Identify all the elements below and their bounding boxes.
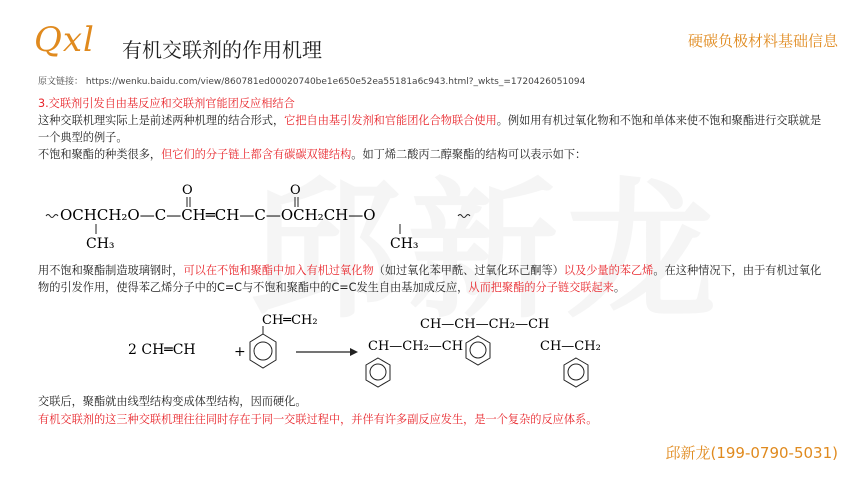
p3-text-c: 。在这种情况下，由于有机过氧化物的引发作用，使得苯乙烯分子中的C=C与不饱和聚酯中的C=C发生自由基加成反应， (38, 264, 822, 294)
paragraph-2 (38, 146, 828, 163)
paragraph-3 (38, 262, 828, 296)
product-ring-circle-1 (370, 364, 386, 380)
source-line (38, 74, 585, 87)
formula1-main: OCHCH₂O—C—CH═CH—C—OCH₂CH—O (60, 206, 376, 224)
logo: Qxl (34, 20, 95, 60)
p1-text-a: 这种交联机理实际上是前述两种机理的结合形式， (38, 114, 285, 127)
crosslink-reaction-diagram (128, 306, 668, 396)
p3-highlight-2: 以及少量的苯乙烯 (563, 264, 654, 277)
formula1-o-top: O (182, 183, 193, 198)
paragraph-5: 有机交联剂的这三种交联机理往往同时存在于同一交联过程中，并伴有许多副反应发生，是一个复杂的反应体系。 (38, 413, 598, 426)
product-ring-circle-3 (568, 364, 584, 380)
styrene-ring-circle (254, 342, 272, 360)
closing-paragraphs (38, 393, 828, 429)
formula1-ch3-right: CH₃ (390, 236, 419, 252)
reactant-1: 2 CH═CH (128, 342, 196, 358)
paragraph-4: 交联后，聚酯就由线型结构变成体型结构，因而硬化。 (38, 395, 307, 408)
page-title: 有机交联剂的作用机理 (122, 38, 322, 62)
plus-sign: + (234, 344, 246, 360)
product-bottom-chain: CH—CH₂—CH (368, 339, 464, 354)
p3-text-d: 。 (613, 281, 626, 294)
product-top-chain: CH—CH—CH₂—CH (420, 317, 550, 332)
p3-text-b: （如过氧化苯甲酰、过氧化环己酮等） (373, 264, 564, 277)
source-url[interactable]: https://wenku.baidu.com/view/860781ed00020740be1e650e52ea55181a6c943.html?_wkts_=1720426051094 (85, 77, 586, 87)
product-right-chain: CH—CH₂ (540, 339, 601, 354)
p1-text-b: 。例如用有机过氧化物和不饱和单体来使不饱和聚酯进行交联就是一个典型的例子。 (38, 114, 822, 144)
formula1-o-top-2: O (290, 183, 301, 198)
wavy-bond-right (458, 215, 470, 218)
styrene-substituent: CH═CH₂ (262, 313, 318, 328)
p1-highlight: 它把自由基引发剂和官能团化合物联合使用 (284, 114, 497, 127)
reaction-arrow-head (350, 348, 358, 356)
wavy-bond-left (46, 215, 58, 218)
p2-text-b: 。如丁烯二酸丙二醇聚酯的结构可以表示如下： (351, 148, 587, 161)
section-heading: 3.交联剂引发自由基反应和交联剂官能团反应相结合 (38, 97, 295, 110)
p3-highlight-1: 可以在不饱和聚酯中加入有机过氧化物 (183, 264, 374, 277)
p2-text-a: 不饱和聚酯的种类很多， (38, 148, 162, 161)
p3-text-a: 用不饱和聚酯制造玻璃钢时， (38, 264, 184, 277)
product-ring-circle-2 (470, 342, 486, 358)
source-label: 原文链接： (38, 77, 84, 87)
p2-highlight: 但它们的分子链上都含有碳碳双键结构 (161, 148, 352, 161)
contact-info: 邱新龙(199-0790-5031) (665, 444, 838, 462)
p3-highlight-3: 从而把聚酯的分子链交联起来 (468, 281, 614, 294)
polyester-structure-formula (40, 180, 480, 260)
brand-label: 硬碳负极材料基础信息 (687, 32, 838, 50)
content-block (38, 95, 828, 163)
formula1-ch3-left: CH₃ (86, 236, 115, 252)
paragraph-1 (38, 112, 828, 146)
